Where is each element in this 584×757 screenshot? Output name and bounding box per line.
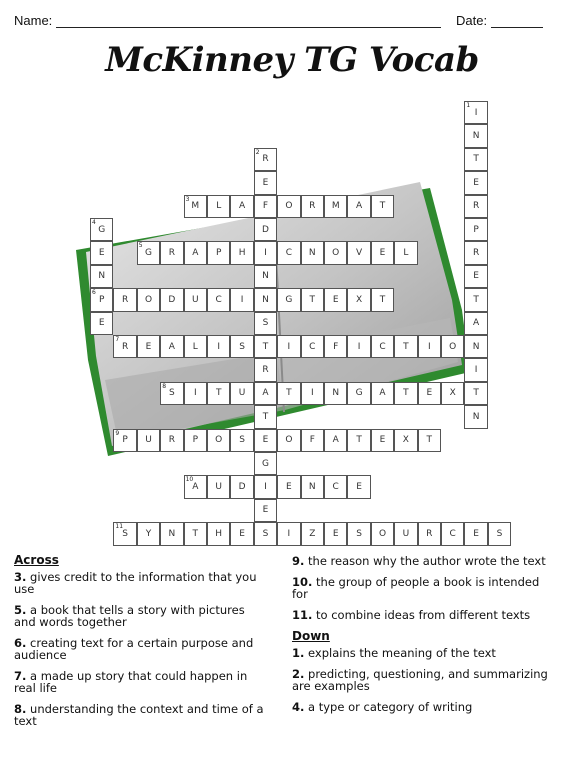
cell-letter: D bbox=[262, 224, 269, 235]
crossword-cell[interactable] bbox=[394, 335, 417, 358]
crossword-cell[interactable] bbox=[230, 522, 253, 545]
cell-letter: G bbox=[98, 224, 106, 235]
clue-number: 11 bbox=[115, 523, 124, 531]
cell-letter: R bbox=[262, 365, 269, 376]
cell-letter: H bbox=[215, 528, 223, 539]
cell-letter: O bbox=[449, 341, 457, 352]
cell-letter: F bbox=[333, 341, 339, 352]
crossword-cell[interactable] bbox=[464, 124, 487, 147]
crossword-cell[interactable] bbox=[90, 288, 113, 311]
cell-letter: O bbox=[285, 201, 293, 212]
cell-letter: A bbox=[168, 341, 175, 352]
crossword-cell[interactable] bbox=[184, 429, 207, 452]
cell-letter: E bbox=[332, 294, 339, 305]
cell-letter: T bbox=[309, 294, 316, 305]
crossword-cell[interactable] bbox=[371, 241, 394, 264]
crossword-cell[interactable] bbox=[160, 288, 183, 311]
cell-letter: U bbox=[191, 294, 199, 305]
crossword-cell[interactable] bbox=[277, 382, 300, 405]
crossword-cell[interactable] bbox=[254, 148, 277, 171]
cell-letter: E bbox=[332, 528, 339, 539]
crossword-cell[interactable] bbox=[230, 195, 253, 218]
cell-letter: P bbox=[122, 435, 128, 446]
cell-letter: O bbox=[144, 294, 153, 305]
cell-letter: S bbox=[169, 388, 175, 399]
crossword-cell[interactable] bbox=[347, 288, 370, 311]
cell-letter: E bbox=[239, 528, 245, 539]
crossword-cell[interactable] bbox=[301, 195, 324, 218]
cell-letter: P bbox=[192, 435, 198, 446]
cell-letter: T bbox=[403, 388, 409, 399]
crossword-cell[interactable] bbox=[301, 241, 324, 264]
cell-letter: D bbox=[168, 294, 176, 305]
cell-letter: O bbox=[215, 435, 223, 446]
crossword-cell[interactable] bbox=[464, 241, 487, 264]
crossword-cell[interactable] bbox=[184, 522, 207, 545]
crossword-cell[interactable] bbox=[207, 429, 230, 452]
cell-letter: I bbox=[193, 388, 197, 399]
crossword-cell[interactable] bbox=[207, 195, 230, 218]
crossword-cell[interactable] bbox=[90, 312, 113, 335]
crossword-cell[interactable] bbox=[418, 335, 441, 358]
crossword-cell[interactable] bbox=[277, 195, 300, 218]
clue-number: 4 bbox=[92, 219, 96, 226]
cell-letter: N bbox=[472, 131, 480, 142]
cell-letter: N bbox=[308, 248, 316, 259]
crossword-cell[interactable] bbox=[277, 475, 300, 498]
cell-letter: H bbox=[238, 248, 246, 259]
cell-letter: E bbox=[98, 248, 105, 259]
crossword-cell[interactable] bbox=[160, 335, 183, 358]
cell-letter: I bbox=[310, 388, 314, 399]
clue-down-2: 2. predicting, questioning, and summarizing are examples bbox=[292, 667, 548, 693]
crossword-cell[interactable] bbox=[324, 429, 347, 452]
crossword-cell[interactable] bbox=[301, 288, 324, 311]
crossword-cell[interactable] bbox=[254, 382, 277, 405]
clue-across-9: 9. the reason why the author wrote the text bbox=[292, 554, 546, 568]
crossword-cell[interactable] bbox=[207, 522, 230, 545]
crossword-cell[interactable] bbox=[464, 218, 487, 241]
down-heading: Down bbox=[292, 629, 330, 643]
crossword-cell[interactable] bbox=[418, 429, 441, 452]
cell-letter: A bbox=[192, 248, 199, 259]
cell-letter: V bbox=[356, 248, 363, 259]
cell-letter: S bbox=[122, 528, 128, 539]
cell-letter: S bbox=[262, 528, 269, 539]
crossword-cell[interactable] bbox=[207, 241, 230, 264]
crossword-cell[interactable] bbox=[324, 382, 347, 405]
crossword-cell[interactable] bbox=[324, 335, 347, 358]
cell-letter: L bbox=[403, 248, 409, 259]
cell-letter: R bbox=[472, 248, 480, 259]
crossword-cell[interactable] bbox=[347, 475, 370, 498]
crossword-cell[interactable] bbox=[207, 288, 230, 311]
cell-letter: N bbox=[98, 271, 106, 282]
clue-down-4: 4. a type or category of writing bbox=[292, 700, 473, 714]
clue-number: 6 bbox=[92, 289, 96, 297]
cell-letter: R bbox=[309, 201, 316, 212]
crossword-cell[interactable] bbox=[394, 382, 417, 405]
crossword-cell[interactable] bbox=[324, 522, 347, 545]
crossword-cell[interactable] bbox=[371, 382, 394, 405]
crossword-cell[interactable] bbox=[254, 265, 277, 288]
crossword-cell[interactable] bbox=[137, 335, 160, 358]
crossword-cell[interactable] bbox=[464, 195, 487, 218]
cell-letter: N bbox=[168, 528, 176, 539]
cell-letter: T bbox=[473, 154, 479, 165]
cell-letter: T bbox=[473, 388, 479, 399]
date-label: Date: bbox=[456, 13, 488, 28]
cell-letter: C bbox=[309, 341, 316, 352]
crossword-cell[interactable] bbox=[113, 522, 136, 545]
crossword-cell[interactable] bbox=[230, 288, 253, 311]
crossword-cell[interactable] bbox=[254, 522, 277, 545]
clue-across-3: 3. gives credit to the information that you use bbox=[14, 570, 257, 596]
crossword-cell[interactable] bbox=[254, 241, 277, 264]
clue-number: 8 bbox=[162, 382, 167, 390]
crossword-cell[interactable] bbox=[90, 241, 113, 264]
crossword-cell[interactable] bbox=[184, 382, 207, 405]
crossword-cell[interactable] bbox=[418, 522, 441, 545]
cell-letter: E bbox=[98, 318, 105, 329]
clue-number: 10 bbox=[185, 476, 194, 484]
crossword-cell[interactable] bbox=[137, 522, 160, 545]
across-heading: Across bbox=[14, 553, 59, 567]
clue-across-7: 7. a made up story that could happen in real life bbox=[14, 669, 248, 695]
crossword-cell[interactable] bbox=[137, 429, 160, 452]
crossword-cell[interactable] bbox=[230, 429, 253, 452]
cell-letter: E bbox=[262, 435, 269, 446]
cell-letter: G bbox=[285, 294, 293, 305]
crossword-cell[interactable] bbox=[113, 429, 136, 452]
crossword-cell[interactable] bbox=[160, 241, 183, 264]
cell-letter: S bbox=[239, 435, 245, 446]
crossword-cell[interactable] bbox=[277, 241, 300, 264]
cell-letter: T bbox=[286, 388, 292, 399]
cell-letter: I bbox=[474, 107, 478, 118]
cell-letter: A bbox=[379, 388, 386, 399]
cell-letter: U bbox=[238, 388, 246, 399]
crossword-cell[interactable] bbox=[324, 288, 347, 311]
cell-letter: T bbox=[426, 435, 433, 446]
cell-letter: L bbox=[192, 341, 198, 352]
clue-across-6: 6. creating text for a certain purpose and audience bbox=[14, 636, 254, 662]
crossword-cell[interactable] bbox=[254, 358, 277, 381]
cell-letter: S bbox=[239, 341, 245, 352]
cell-letter: R bbox=[121, 294, 129, 305]
crossword-cell[interactable] bbox=[347, 382, 370, 405]
cell-letter: T bbox=[379, 201, 386, 212]
cell-letter: E bbox=[286, 482, 292, 493]
crossword-cell[interactable] bbox=[301, 335, 324, 358]
cell-letter: Z bbox=[309, 528, 316, 539]
cell-letter: E bbox=[473, 177, 479, 188]
crossword-cell[interactable] bbox=[371, 429, 394, 452]
clue-number: 5 bbox=[138, 242, 143, 250]
crossword-cell[interactable] bbox=[113, 288, 136, 311]
crossword-cell[interactable] bbox=[277, 288, 300, 311]
cell-letter: T bbox=[262, 341, 269, 352]
crossword-cell[interactable] bbox=[184, 241, 207, 264]
cell-letter: E bbox=[473, 271, 479, 282]
crossword-cell[interactable] bbox=[254, 499, 277, 522]
clue-number: 9 bbox=[115, 429, 120, 437]
cell-letter: T bbox=[473, 294, 479, 305]
cell-letter: R bbox=[472, 201, 480, 212]
clue-number: 2 bbox=[255, 148, 260, 156]
cell-letter: E bbox=[426, 388, 433, 399]
cell-letter: I bbox=[474, 365, 478, 376]
cell-letter: F bbox=[309, 435, 315, 446]
crossword-cell[interactable] bbox=[277, 522, 300, 545]
crossword-cell[interactable] bbox=[464, 405, 487, 428]
cell-letter: U bbox=[215, 482, 222, 493]
crossword-cell[interactable] bbox=[90, 218, 113, 241]
crossword-cell[interactable] bbox=[464, 382, 487, 405]
cell-letter: U bbox=[402, 528, 410, 539]
cell-letter: X bbox=[402, 435, 409, 446]
cell-letter: E bbox=[262, 177, 269, 188]
cell-letter: I bbox=[217, 341, 221, 352]
cell-letter: C bbox=[285, 248, 293, 259]
crossword-cell[interactable] bbox=[254, 429, 277, 452]
cell-letter: R bbox=[121, 341, 129, 352]
cell-letter: P bbox=[98, 294, 105, 305]
crossword-cell[interactable] bbox=[394, 522, 417, 545]
cell-letter: I bbox=[264, 248, 267, 259]
cell-letter: N bbox=[308, 482, 316, 493]
cell-letter: A bbox=[192, 482, 199, 493]
crossword-cell[interactable] bbox=[464, 358, 487, 381]
crossword-cell[interactable] bbox=[160, 522, 183, 545]
cell-letter: G bbox=[145, 248, 152, 259]
crossword-cell[interactable] bbox=[254, 218, 277, 241]
crossword-cell[interactable] bbox=[371, 522, 394, 545]
cell-letter: P bbox=[473, 224, 479, 235]
cell-letter: N bbox=[472, 411, 480, 422]
clue-across-8: 8. understanding the context and time of a text bbox=[14, 702, 264, 728]
cell-letter: E bbox=[356, 482, 362, 493]
cell-letter: E bbox=[379, 248, 386, 259]
crossword-cell[interactable] bbox=[347, 195, 370, 218]
cell-letter: A bbox=[262, 388, 269, 399]
cell-letter: M bbox=[331, 201, 340, 212]
crossword-cell[interactable] bbox=[207, 335, 230, 358]
cell-letter: M bbox=[191, 201, 200, 212]
across-clues bbox=[14, 554, 269, 736]
cell-letter: O bbox=[378, 528, 387, 539]
crossword-cell[interactable] bbox=[394, 241, 417, 264]
cell-letter: N bbox=[262, 271, 269, 282]
cell-letter: G bbox=[355, 388, 363, 399]
cell-letter: I bbox=[357, 341, 361, 352]
crossword-cell[interactable] bbox=[464, 288, 487, 311]
cell-letter: R bbox=[168, 248, 176, 259]
name-label: Name: bbox=[14, 13, 53, 28]
crossword-cell[interactable] bbox=[184, 475, 207, 498]
cell-letter: P bbox=[215, 248, 222, 259]
crossword-cell[interactable] bbox=[464, 312, 487, 335]
cell-letter: I bbox=[264, 482, 267, 493]
crossword-cell[interactable] bbox=[90, 265, 113, 288]
crossword-cell[interactable] bbox=[254, 475, 277, 498]
cell-letter: E bbox=[473, 528, 479, 539]
page-title: McKinney TG Vocab bbox=[105, 40, 479, 80]
crossword-cell[interactable] bbox=[160, 382, 183, 405]
cell-letter: C bbox=[215, 294, 222, 305]
cell-letter: C bbox=[449, 528, 456, 539]
cell-letter: T bbox=[379, 294, 386, 305]
crossword-cell[interactable] bbox=[324, 241, 347, 264]
crossword-cell[interactable] bbox=[301, 429, 324, 452]
crossword-cell[interactable] bbox=[230, 241, 253, 264]
cell-letter: N bbox=[472, 341, 480, 352]
cell-letter: E bbox=[379, 435, 386, 446]
clue-across-5: 5. a book that tells a story with pictures and words together bbox=[14, 603, 245, 629]
crossword-cell[interactable] bbox=[464, 101, 487, 124]
cell-letter: R bbox=[168, 435, 176, 446]
crossword-cell[interactable] bbox=[207, 475, 230, 498]
clue-across-10: 10. the group of people a book is intended for bbox=[292, 575, 540, 601]
crossword-cell[interactable] bbox=[254, 312, 277, 335]
cell-letter: A bbox=[356, 201, 363, 212]
cell-letter: A bbox=[473, 318, 480, 329]
crossword-cell[interactable] bbox=[371, 195, 394, 218]
cell-letter: S bbox=[496, 528, 503, 539]
cell-letter: E bbox=[145, 341, 152, 352]
crossword-cell[interactable] bbox=[113, 335, 136, 358]
crossword-cell[interactable] bbox=[371, 335, 394, 358]
clue-number: 3 bbox=[185, 195, 190, 203]
crossword-cell[interactable] bbox=[347, 335, 370, 358]
cell-letter: L bbox=[216, 201, 222, 212]
clue-down-1: 1. explains the meaning of the text bbox=[292, 646, 496, 660]
cell-letter: C bbox=[332, 482, 339, 493]
crossword-cell[interactable] bbox=[277, 335, 300, 358]
cell-letter: I bbox=[427, 341, 431, 352]
crossword-cell[interactable] bbox=[230, 382, 253, 405]
crossword-cell[interactable] bbox=[137, 241, 160, 264]
cell-letter: R bbox=[262, 154, 269, 165]
cell-letter: A bbox=[239, 201, 246, 212]
cell-letter: I bbox=[240, 294, 244, 305]
cell-letter: S bbox=[356, 528, 362, 539]
crossword-cell[interactable] bbox=[464, 522, 487, 545]
cell-letter: T bbox=[356, 435, 362, 446]
crossword-cell[interactable] bbox=[301, 475, 324, 498]
crossword-cell[interactable] bbox=[441, 382, 464, 405]
crossword-cell[interactable] bbox=[230, 475, 253, 498]
crossword-cell[interactable] bbox=[347, 522, 370, 545]
crossword-cell[interactable] bbox=[184, 335, 207, 358]
cell-letter: C bbox=[379, 341, 386, 352]
cell-letter: S bbox=[262, 318, 269, 329]
cell-letter: E bbox=[262, 505, 269, 516]
crossword-cell[interactable] bbox=[277, 429, 300, 452]
cell-letter: I bbox=[287, 341, 291, 352]
crossword-cell[interactable] bbox=[160, 429, 183, 452]
clue-across-11: 11. to combine ideas from different texts bbox=[292, 608, 531, 622]
cell-letter: T bbox=[403, 341, 409, 352]
crossword-cell[interactable] bbox=[394, 429, 417, 452]
cell-letter: Y bbox=[145, 528, 152, 539]
crossword-cell[interactable] bbox=[301, 522, 324, 545]
cell-letter: F bbox=[262, 201, 269, 212]
clue-number: 7 bbox=[115, 336, 120, 343]
cell-letter: U bbox=[145, 435, 152, 446]
cell-letter: A bbox=[332, 435, 339, 446]
crossword-cell[interactable] bbox=[254, 405, 277, 428]
crossword-cell[interactable] bbox=[184, 195, 207, 218]
crossword-cell[interactable] bbox=[347, 241, 370, 264]
cell-letter: X bbox=[356, 294, 363, 305]
crossword-cell[interactable] bbox=[464, 148, 487, 171]
cell-letter: T bbox=[262, 411, 269, 422]
cell-letter: G bbox=[262, 458, 269, 469]
crossword-cell[interactable] bbox=[441, 522, 464, 545]
cell-letter: I bbox=[287, 528, 291, 539]
crossword-cell[interactable] bbox=[371, 288, 394, 311]
crossword-cell[interactable] bbox=[464, 265, 487, 288]
crossword-cell[interactable] bbox=[464, 335, 487, 358]
crossword-cell[interactable] bbox=[301, 382, 324, 405]
cell-letter: N bbox=[332, 388, 340, 399]
crossword-cell[interactable] bbox=[184, 288, 207, 311]
crossword-cell[interactable] bbox=[254, 171, 277, 194]
crossword-cell[interactable] bbox=[441, 335, 464, 358]
cell-letter: N bbox=[262, 294, 269, 305]
crossword-cell[interactable] bbox=[347, 429, 370, 452]
clue-number: 1 bbox=[466, 102, 471, 109]
cell-letter: O bbox=[285, 435, 293, 446]
crossword-cell[interactable] bbox=[137, 288, 160, 311]
crossword-cell[interactable] bbox=[230, 335, 253, 358]
cell-letter: O bbox=[332, 248, 340, 259]
crossword-cell[interactable] bbox=[464, 171, 487, 194]
crossword-cell[interactable] bbox=[324, 195, 347, 218]
crossword-cell[interactable] bbox=[254, 452, 277, 475]
crossword-cell[interactable] bbox=[254, 288, 277, 311]
crossword-cell[interactable] bbox=[254, 195, 277, 218]
cell-letter: X bbox=[449, 388, 456, 399]
cell-letter: T bbox=[215, 388, 222, 399]
across-clues-continued bbox=[292, 555, 557, 722]
crossword-cell[interactable] bbox=[254, 335, 277, 358]
crossword-cell[interactable] bbox=[324, 475, 347, 498]
cell-letter: D bbox=[238, 482, 246, 493]
cell-letter: R bbox=[426, 528, 433, 539]
crossword-cell[interactable] bbox=[207, 382, 230, 405]
crossword-cell[interactable] bbox=[418, 382, 441, 405]
crossword-cell[interactable] bbox=[488, 522, 511, 545]
cell-letter: T bbox=[192, 528, 199, 539]
